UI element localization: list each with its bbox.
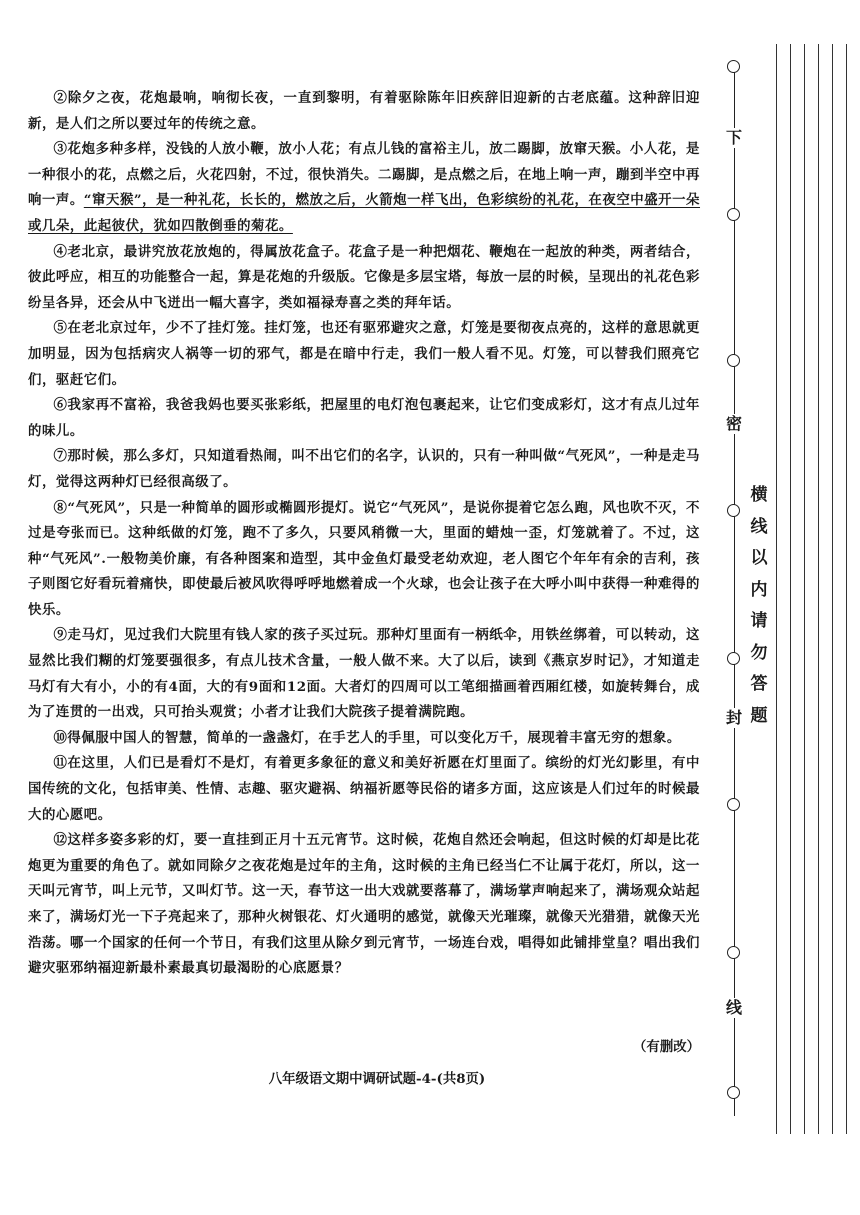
paragraph-2: ②除夕之夜，花炮最响，响彻长夜，一直到黎明，有着驱除陈年旧疾辞旧迎新的古老底蕴。这种辞旧迎新，是人们之所以要过年的传统之意。	[28, 90, 700, 132]
margin-rule	[790, 44, 791, 1134]
binding-margin	[718, 40, 860, 1140]
binding-circle	[727, 798, 740, 811]
page-footer: 八年级语文期中调研试题-4-(共8页)	[268, 1071, 486, 1087]
margin-rule	[818, 44, 819, 1134]
margin-rule	[776, 44, 777, 1134]
notice-char: 以	[750, 548, 768, 568]
binding-circle	[727, 354, 740, 367]
article-body	[28, 86, 700, 982]
binding-char-feng: 封	[725, 708, 742, 727]
margin-rule	[846, 44, 847, 1134]
underlined-sentence: “窜天猴”，是一种礼花，长长的，燃放之后，火箭炮一样飞出，色彩缤纷的礼花，在夜空中盛开一朵或几朵，此起彼伏，犹如四散倒垂的菊花。	[28, 192, 701, 234]
binding-circle	[727, 946, 740, 959]
notice-char: 线	[750, 516, 768, 537]
paragraph-4: ④老北京，最讲究放花放炮的，得属放花盒子。花盒子是一种把烟花、鞭炮在一起放的种类，两者结合，彼此呼应，相互的功能整合一起，算是花炮的升级版。它像是多层宝塔，每放一层的时候，呈现出的礼花色彩纷呈各异，还会从中飞迸出一幅大喜字，类如福禄寿喜之类的拜年话。	[28, 243, 700, 311]
paragraph-5: ⑤在老北京过年，少不了挂灯笼。挂灯笼，也还有驱邪避灾之意，灯笼是要彻夜点亮的，这样的意思就更加明显，因为包括病灾人祸等一切的邪气，都是在暗中行走，我们一般人看不见。灯笼，可以替我们照亮它们，驱赶它们。	[28, 320, 700, 388]
binding-notice	[748, 480, 770, 732]
notice-char: 勿	[750, 642, 768, 663]
margin-rule	[804, 44, 805, 1134]
binding-circle	[727, 652, 740, 665]
paragraph-11: ⑪在这里，人们已是看灯不是灯，有着更多象征的意义和美好祈愿在灯里面了。缤纷的灯光幻影里，有中国传统的文化，包括审美、性情、志趣、驱灾避祸、纳福祈愿等民俗的诸多方面，这应该是人们过年的时候最大的心愿吧。	[28, 755, 700, 823]
binding-circle	[727, 1086, 740, 1099]
notice-char: 答	[750, 674, 768, 694]
paragraph-7: ⑦那时候，那么多灯，只知道看热闹，叫不出它们的名字，认识的，只有一种叫做“气死风”，一种是走马灯，觉得这两种灯已经很高级了。	[28, 448, 700, 490]
paragraph-3-text: ③花炮多种多样，没钱的人放小鞭，放小人花；有点儿钱的富裕主儿，放二踢脚，放窜天猴。小人花，是一种很小的花，点燃之后，火花四射，不过，很快消失。二踢脚，是点燃之后，在地上响一声，蹦到半空中再响一声。	[28, 141, 700, 209]
paragraph-10: ⑩得佩服中国人的智慧，简单的一盏盏灯，在手艺人的手里，可以变化万千，展现着丰富无穷的想象。	[53, 729, 681, 746]
binding-circle	[727, 60, 740, 73]
notice-char: 内	[750, 579, 768, 600]
paragraph-8: ⑧“气死风”，只是一种简单的圆形或椭圆形提灯。说它“气死风”，是说你提着它怎么跑，风也吹不灭，不过是夸张而已。这种纸做的灯笼，跑不了多久，只要风稍微一大，里面的蜡烛一歪，灯笼就着了。不过，这种“气死风”.一般物美价廉，有各种图案和造型，其中金鱼灯最受老幼欢迎，老人图它个年年有余的吉利，孩子则图它好看玩着痛快，即使最后被风吹得呼呼地燃着成一个火球，也会让孩子在大呼小叫中获得一种难得的快乐。	[28, 499, 700, 618]
notice-char: 题	[750, 705, 768, 726]
binding-circle	[727, 504, 740, 517]
paragraph-6: ⑥我家再不富裕，我爸我妈也要买张彩纸，把屋里的电灯泡包裹起来，让它们变成彩灯，这才有点儿过年的味儿。	[28, 397, 700, 439]
source-note: （有删改）	[633, 1039, 700, 1055]
binding-char-xia: 下	[725, 128, 742, 147]
margin-rule	[832, 44, 833, 1134]
binding-circle	[727, 208, 740, 221]
paragraph-9: ⑨走马灯，见过我们大院里有钱人家的孩子买过玩。那种灯里面有一柄纸伞，用铁丝绑着，可以转动，这显然比我们糊的灯笼要强很多，有点儿技术含量，一般人做不来。大了以后，读到《燕京岁时记》，才知道走马灯有大有小，小的有4面，大的有9面和12面。大者灯的四周可以工笔细描画着西厢红楼，如旋转舞台，成为了连贯的一出戏，只可抬头观赏；小者才让我们大院孩子提着满院跑。	[28, 627, 700, 721]
notice-char: 横	[750, 485, 768, 505]
paragraph-12: ⑫这样多姿多彩的灯，要一直挂到正月十五元宵节。这时候，花炮自然还会响起，但这时候的灯却是比花炮更为重要的角色了。就如同除夕之夜花炮是过年的主角，这时候的主角已经当仁不让属于花灯，所以，这一天叫元宵节，叫上元节，又叫灯节。这一天，春节这一出大戏就要落幕了，满场掌声响起来了，满场观众站起来了，满场灯光一下子亮起来了，那种火树银花、灯火通明的感觉，就像天光璀璨，就像天光猎猎，就像天光浩荡。哪一个国家的任何一个节日，有我们这里从除夕到元宵节，一场连台戏，唱得如此铺排堂皇？唱出我们避灾驱邪纳福迎新最朴素最真切最渴盼的心底愿景？	[28, 832, 700, 977]
binding-char-xian: 线	[725, 998, 742, 1017]
binding-char-mi: 密	[725, 414, 742, 433]
notice-char: 请	[750, 611, 768, 631]
paragraph-3	[28, 137, 700, 239]
